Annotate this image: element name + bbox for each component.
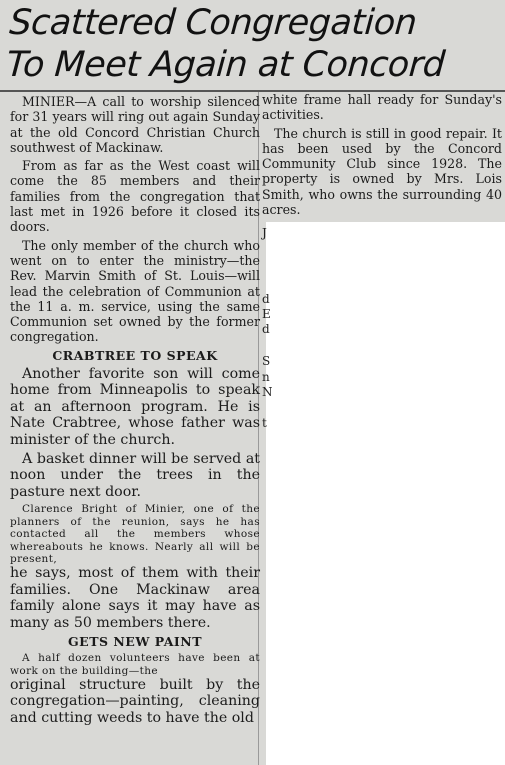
text-fragment: d bbox=[262, 322, 270, 336]
paragraph: Another favorite son will come home from Minneapolis to speak at an afternoon program. He is Nate Crabtree, whose father was minister of the church. bbox=[10, 366, 260, 448]
paragraph: original structure built by the congregation—painting, cleaning and cutting weeds to have the old bbox=[10, 677, 260, 726]
text-fragment: N bbox=[262, 385, 273, 399]
headline-line-2: To Meet Again at Concord bbox=[5, 45, 446, 85]
text-fragment: n bbox=[262, 370, 270, 384]
paragraph: he says, most of them with their families. One Mackinaw area family alone says it may have as many as 50 members there. bbox=[10, 565, 260, 631]
paragraph: The church is still in good repair. It has been used by the Concord Community Club since 1928. The property is owned by Mrs. Lois Smith, who owns the surrounding 40 acres. bbox=[262, 125, 502, 218]
paragraph: MINIER—A call to worship silenced for 31 years will ring out again Sunday at the old Concord Christian Church southwest of Mackinaw. bbox=[10, 94, 260, 155]
paragraph: The only member of the church who went on to enter the ministry—the Rev. Marvin Smith of St. Louis—will lead the celebration of Communion at the 11 a. m. service, using the same Communion set owned by the former congregation. bbox=[10, 237, 260, 345]
left-column bbox=[10, 94, 260, 729]
right-column bbox=[262, 92, 502, 220]
subhead: CRABTREE TO SPEAK bbox=[52, 347, 218, 363]
text-fragment: d bbox=[262, 292, 270, 306]
subhead: GETS NEW PAINT bbox=[68, 633, 202, 649]
headline-line-1: Scattered Congregation bbox=[8, 3, 418, 43]
paragraph: From as far as the West coast will come the 85 members and their families from the congregation that last met in 1926 before it closed its doors. bbox=[10, 158, 260, 235]
text-fragment: S bbox=[262, 354, 271, 368]
headline bbox=[5, 2, 505, 86]
text-fragment: J bbox=[262, 226, 267, 240]
text-fragment: E bbox=[262, 307, 271, 321]
text-fragment: t bbox=[262, 416, 267, 430]
paragraph: white frame hall ready for Sunday's activities. bbox=[262, 92, 502, 123]
paragraph: A half dozen volunteers have been at work on the building—the bbox=[10, 652, 260, 677]
paragraph: Clarence Bright of Minier, one of the planners of the reunion, says he has contacted all the members whose whereabouts he knows. Nearly all will be present, bbox=[10, 503, 260, 565]
blank-area bbox=[266, 222, 505, 765]
paragraph: A basket dinner will be served at noon under the trees in the pasture next door. bbox=[10, 451, 260, 500]
